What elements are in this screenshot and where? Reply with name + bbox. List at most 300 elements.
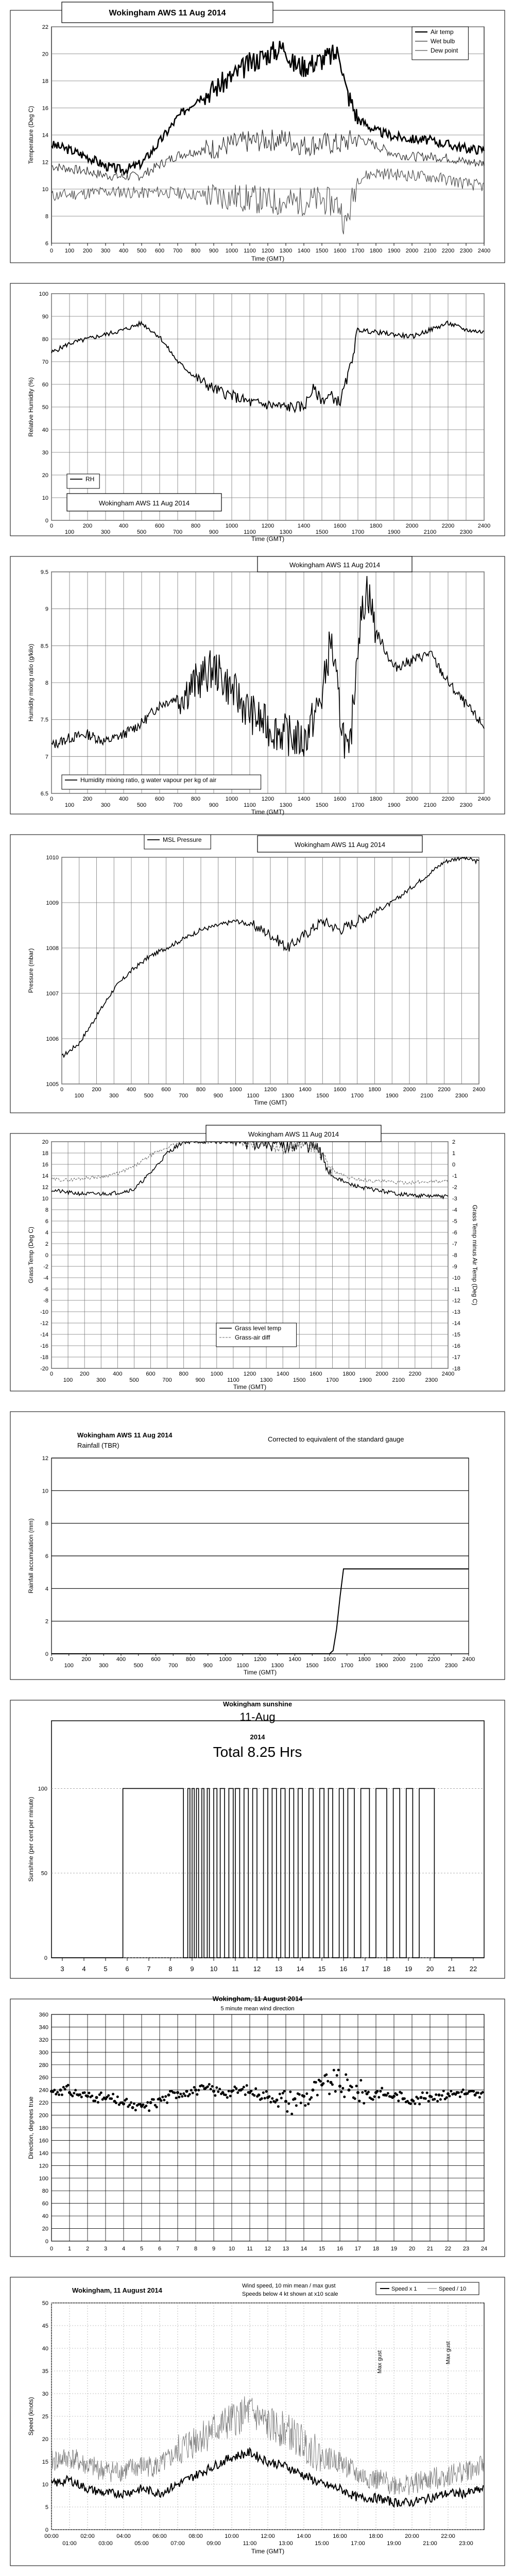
y-tick-label: 8.5 (40, 643, 48, 650)
wind-dir-point (228, 2090, 230, 2092)
y-tick-label: -20 (40, 1366, 48, 1372)
x-tick-label: 1800 (358, 1656, 371, 1663)
x-tick-label: 400 (118, 248, 129, 254)
wind-dir-point (74, 2089, 77, 2092)
x-tick-label: 22 (469, 1965, 477, 1973)
x-tick-label: 19 (390, 2246, 398, 2252)
wind-dir-point (414, 2103, 416, 2105)
wind-dir-point (305, 2092, 308, 2095)
mixing-ratio-panel (0, 546, 515, 824)
x-tick-label: 1000 (229, 1087, 242, 1093)
wind-dir-point (460, 2091, 463, 2093)
wind-dir-point (280, 2097, 283, 2099)
wind-dir-point (276, 2098, 279, 2102)
wind-dir-point (254, 2087, 257, 2090)
x-tick-label: 2100 (423, 529, 437, 535)
wind-dir-point (381, 2087, 383, 2090)
x-tick-label: 1800 (368, 1087, 381, 1093)
chart-title: Wokingham AWS 11 Aug 2014 (77, 1431, 173, 1439)
wind-dir-point (412, 2100, 415, 2103)
wind-dir-point (268, 2095, 270, 2098)
x-tick-label: 800 (191, 248, 201, 254)
x-tick-label: 600 (161, 1087, 171, 1093)
x-tick-label: 21 (426, 2246, 434, 2252)
y-tick-label: 12 (42, 1184, 48, 1191)
y-tick-label: 9 (45, 606, 48, 613)
wind-dir-point (316, 2094, 319, 2096)
y-tick-label: 18 (42, 78, 48, 84)
wind-dir-point (338, 2084, 341, 2088)
wind-dir-point (337, 2069, 340, 2071)
x-tick-label: 1700 (351, 802, 365, 808)
x-tick-label: 13:00 (279, 2540, 293, 2547)
x-tick-label: 2100 (410, 1663, 423, 1669)
x-tick-label: 1500 (293, 1377, 306, 1383)
y-tick-label: 1009 (46, 900, 59, 906)
wind-dir-point (202, 2085, 204, 2088)
wind-dir-point (94, 2099, 96, 2102)
wind-dir-point (269, 2101, 272, 2104)
x-tick-label: 1000 (225, 248, 238, 254)
wind-dir-point (226, 2096, 229, 2099)
wind-dir-point (478, 2096, 481, 2098)
x-tick-label: 200 (92, 1087, 101, 1093)
x-tick-label: 22 (444, 2246, 452, 2252)
humidity-panel (0, 273, 515, 546)
x-tick-label: 100 (64, 248, 75, 254)
wind-dir-point (194, 2089, 197, 2092)
y-tick-label: -2 (43, 1264, 48, 1270)
wind-dir-point (294, 2097, 297, 2100)
x-tick-label: 1700 (351, 1093, 364, 1099)
x-tick-label: 700 (162, 1377, 172, 1383)
x-tick-label: 2100 (392, 1377, 405, 1383)
wind-dir-point (418, 2103, 421, 2106)
x-tick-label: 1200 (264, 1087, 277, 1093)
wind-dir-point (156, 2106, 158, 2108)
x-tick-label: 1800 (342, 1371, 355, 1377)
chart-title: Wokingham, 11 August 2014 (212, 1995, 303, 2003)
wind-dir-point (279, 2093, 281, 2095)
wind-dir-point (333, 2069, 335, 2072)
y-tick-label: 15 (42, 2459, 48, 2465)
y-axis-label: Temperature (Deg C) (27, 106, 35, 164)
x-tick-label: 20 (408, 2246, 416, 2252)
x-tick-label: 300 (100, 529, 111, 535)
x-tick-label: 4 (122, 2246, 126, 2252)
x-tick-label: 1300 (279, 529, 293, 535)
wind-dir-point (53, 2089, 56, 2091)
y-tick-label: 100 (39, 291, 48, 297)
wind-dir-point (122, 2103, 125, 2106)
x-tick-label: 1000 (219, 1656, 232, 1663)
x-tick-label: 500 (136, 248, 147, 254)
chart-title: Wokingham, 11 August 2014 (72, 2286, 162, 2294)
y2-tick-label: -12 (452, 1298, 460, 1304)
x-tick-label: 7 (147, 1965, 151, 1973)
x-tick-label: 1800 (369, 796, 383, 802)
y-tick-label: 0 (45, 2527, 48, 2533)
y-tick-label: 12 (42, 1455, 48, 1462)
wind-dir-point (343, 2096, 346, 2098)
x-tick-label: 1400 (297, 523, 311, 529)
x-tick-label: 11:00 (243, 2540, 257, 2547)
x-tick-label: 100 (74, 1093, 84, 1099)
x-tick-label: 2000 (375, 1371, 388, 1377)
wind-dir-point (307, 2103, 310, 2105)
wind-direction-panel (0, 1989, 515, 2267)
wind-dir-point (351, 2086, 353, 2089)
x-tick-label: 0 (49, 796, 54, 802)
y-tick-label: 120 (39, 2163, 48, 2170)
wind-dir-point (112, 2093, 114, 2095)
wind-dir-point (302, 2095, 305, 2098)
wind-dir-point (166, 2102, 168, 2104)
wind-dir-point (160, 2099, 162, 2102)
wind-dir-point (298, 2093, 301, 2096)
y-tick-label: 60 (42, 382, 48, 388)
wind-dir-point (250, 2090, 252, 2092)
x-tick-label: 1 (67, 2246, 72, 2252)
wind-dir-point (56, 2091, 59, 2094)
wind-dir-point (392, 2095, 396, 2098)
wind-dir-point (236, 2091, 239, 2094)
x-tick-label: 200 (82, 523, 93, 529)
x-tick-label: 18 (372, 2246, 380, 2252)
wind-dir-point (289, 2091, 291, 2093)
x-tick-label: 15:00 (315, 2540, 329, 2547)
x-tick-label: 12 (253, 1965, 261, 1973)
wind-dir-point (73, 2092, 75, 2094)
wind-dir-point (345, 2073, 347, 2076)
x-tick-label: 1500 (306, 1663, 319, 1669)
wind-dir-point (377, 2096, 380, 2098)
x-tick-label: 17 (361, 1965, 369, 1973)
wind-dir-point (420, 2096, 423, 2099)
x-tick-label: 16:00 (333, 2533, 347, 2539)
wind-dir-point (445, 2096, 448, 2099)
x-tick-label: 2200 (408, 1371, 422, 1377)
wind-dir-point (334, 2090, 337, 2093)
x-tick-label: 600 (154, 523, 165, 529)
wind-dir-point (328, 2093, 331, 2095)
wind-dir-point (163, 2099, 165, 2102)
wind-dir-point (188, 2093, 191, 2096)
x-tick-label: 1200 (261, 796, 274, 802)
x-tick-label: 700 (168, 1663, 178, 1669)
x-tick-label: 12 (264, 2246, 271, 2252)
wind-dir-point (426, 2092, 428, 2094)
wind-dir-point (128, 2104, 131, 2106)
x-tick-label: 2200 (441, 248, 455, 254)
x-tick-label: 2400 (477, 523, 491, 529)
wind-dir-point (336, 2074, 338, 2077)
chart-title: Wokingham AWS 11 Aug 2014 (98, 499, 190, 507)
y-tick-label: 80 (42, 336, 48, 343)
x-tick-label: 500 (144, 1093, 153, 1099)
x-tick-label: 2000 (392, 1656, 406, 1663)
chart-title: Wokingham AWS 11 Aug 2014 (294, 841, 386, 849)
rainfall-panel (0, 1401, 515, 1690)
x-tick-label: 700 (173, 248, 183, 254)
wind-dir-point (130, 2102, 132, 2104)
y-tick-label: 8 (45, 1520, 48, 1527)
x-axis-label: Time (GMT) (253, 1099, 287, 1106)
x-tick-label: 14:00 (297, 2533, 311, 2539)
wind-dir-point (210, 2088, 212, 2091)
grass-temp-panel (0, 1123, 515, 1401)
wind-dir-point (290, 2113, 293, 2115)
x-tick-label: 0 (49, 248, 54, 254)
y-tick-label: 14 (42, 132, 48, 139)
wind-dir-point (232, 2089, 234, 2092)
pressure-panel (0, 824, 515, 1123)
y-tick-label: -18 (40, 1354, 48, 1361)
x-tick-label: 3 (60, 1965, 64, 1973)
wind-dir-point (208, 2083, 211, 2086)
wind-speed-chart (0, 2267, 515, 2576)
legend-label: MSL Pressure (163, 836, 202, 843)
x-tick-label: 100 (64, 1663, 74, 1669)
wind-dir-point (61, 2094, 63, 2096)
wind-dir-point (174, 2092, 176, 2094)
x-tick-label: 1000 (225, 796, 238, 802)
wind-dir-point (161, 2096, 164, 2098)
x-tick-label: 2 (85, 2246, 90, 2252)
y-tick-label: 1007 (46, 991, 59, 997)
wind-dir-point (367, 2091, 370, 2093)
y2-tick-label: -7 (452, 1241, 457, 1247)
x-tick-label: 3 (104, 2246, 108, 2252)
wind-dir-point (340, 2091, 342, 2093)
wind-dir-point (62, 2086, 65, 2089)
y-axis-label: Relative Humidity (%) (27, 377, 35, 437)
wind-dir-point (80, 2096, 83, 2098)
x-tick-label: 1500 (315, 802, 329, 808)
wind-dir-point (97, 2101, 99, 2104)
y-tick-label: 220 (39, 2100, 48, 2107)
x-tick-label: 900 (213, 1093, 223, 1099)
x-tick-label: 4 (82, 1965, 86, 1973)
wind-dir-point (164, 2095, 167, 2098)
x-tick-label: 500 (129, 1377, 139, 1383)
x-tick-label: 600 (154, 248, 165, 254)
x-tick-label: 2400 (472, 1087, 486, 1093)
x-tick-label: 8 (168, 1965, 173, 1973)
x-tick-label: 1400 (299, 1087, 312, 1093)
y-tick-label: 1008 (46, 945, 59, 952)
y-tick-label: 260 (39, 2075, 48, 2081)
wind-dir-point (312, 2089, 315, 2092)
wind-dir-point (133, 2103, 135, 2105)
y-axis-label: Humidity mixing ratio (g/kilo) (27, 643, 35, 722)
x-tick-label: 100 (63, 1377, 73, 1383)
y-tick-label: 10 (42, 2482, 48, 2488)
sunshine-panel (0, 1690, 515, 1989)
y-tick-label: -16 (40, 1343, 48, 1349)
mixing-ratio-chart (0, 546, 515, 824)
legend-label: RH (85, 476, 95, 483)
x-tick-label: 1100 (244, 529, 256, 535)
wind-dir-point (243, 2086, 245, 2089)
wind-dir-point (295, 2104, 298, 2107)
wind-dir-point (64, 2088, 66, 2091)
x-tick-label: 04:00 (116, 2533, 131, 2539)
x-tick-label: 400 (118, 523, 129, 529)
wind-dir-point (376, 2090, 379, 2093)
y-axis-label: Sunshine (per cent per minute) (27, 1797, 35, 1882)
x-tick-label: 10:00 (225, 2533, 239, 2539)
x-axis-label: Time (GMT) (251, 2548, 285, 2555)
x-tick-label: 900 (209, 802, 219, 808)
wind-dir-point (331, 2083, 334, 2086)
x-tick-label: 13 (274, 1965, 283, 1973)
wind-dir-point (192, 2092, 194, 2094)
y-tick-label: 10 (42, 1196, 48, 1202)
y2-tick-label: -14 (452, 1320, 460, 1327)
x-tick-label: 20 (426, 1965, 434, 1973)
x-tick-label: 2200 (441, 796, 455, 802)
wind-dir-point (310, 2096, 313, 2099)
wind-dir-point (373, 2095, 376, 2098)
x-tick-label: 1700 (351, 248, 365, 254)
wind-dir-point (148, 2109, 150, 2112)
wind-dir-point (436, 2100, 439, 2103)
wind-dir-point (356, 2091, 359, 2094)
legend-label: Grass level temp (235, 1325, 282, 1332)
wind-dir-point (253, 2094, 255, 2097)
legend-label: Speed / 10 (439, 2286, 467, 2292)
wind-direction-chart (0, 1989, 515, 2267)
y-tick-label: 20 (42, 1139, 48, 1145)
wind-dir-point (146, 2101, 149, 2104)
x-tick-label: 1900 (359, 1377, 372, 1383)
x-tick-label: 2100 (420, 1093, 433, 1099)
x-tick-label: 2300 (425, 1377, 438, 1383)
y-tick-label: 0 (45, 1651, 48, 1657)
x-tick-label: 200 (81, 1656, 91, 1663)
wind-dir-point (346, 2078, 349, 2081)
x-tick-label: 700 (173, 529, 183, 535)
y2-tick-label: -2 (452, 1184, 457, 1191)
wind-dir-point (385, 2094, 388, 2097)
wind-dir-point (354, 2097, 356, 2100)
wind-dir-point (149, 2101, 152, 2104)
y-tick-label: 35 (42, 2368, 48, 2375)
x-tick-label: 1300 (279, 802, 293, 808)
chart-subtitle: 5 minute mean wind direction (220, 2006, 295, 2012)
x-tick-label: 1400 (276, 1371, 289, 1377)
x-tick-label: 1900 (375, 1663, 388, 1669)
temperature-chart (0, 0, 515, 273)
y-tick-label: 360 (39, 2012, 48, 2018)
y-tick-label: 160 (39, 2138, 48, 2144)
y-tick-label: 300 (39, 2049, 48, 2056)
wind-dir-point (435, 2093, 437, 2096)
y-tick-label: 16 (42, 1162, 48, 1168)
x-tick-label: 1400 (297, 796, 311, 802)
x-tick-label: 1000 (210, 1371, 224, 1377)
x-tick-label: 600 (154, 796, 165, 802)
wind-dir-point (424, 2097, 427, 2100)
x-tick-label: 1200 (261, 523, 274, 529)
x-tick-label: 7 (176, 2246, 180, 2252)
x-axis-label: Time (GMT) (251, 535, 285, 543)
wind-dir-point (145, 2105, 147, 2107)
wind-dir-point (185, 2090, 188, 2093)
wind-dir-point (397, 2099, 400, 2102)
wind-dir-point (379, 2090, 382, 2093)
x-tick-label: 0 (49, 2246, 54, 2252)
y-tick-label: 0 (45, 518, 48, 524)
wind-dir-point (264, 2097, 266, 2099)
wind-dir-point (91, 2095, 93, 2097)
y-tick-label: 1010 (46, 855, 59, 861)
x-tick-label: 900 (209, 248, 219, 254)
y-tick-label: 45 (42, 2323, 48, 2329)
x-tick-label: 2000 (405, 248, 419, 254)
y-tick-label: 16 (42, 105, 48, 112)
legend-label: Dew point (431, 47, 458, 54)
y-tick-label: -14 (40, 1332, 48, 1338)
x-tick-label: 900 (203, 1663, 213, 1669)
wind-dir-point (95, 2096, 98, 2099)
y-tick-label: 100 (38, 1786, 47, 1792)
wind-dir-point (277, 2105, 280, 2108)
y-axis-label: Grass Temp (Deg C) (27, 1227, 35, 1283)
y-tick-label: -4 (43, 1275, 48, 1281)
wind-dir-point (176, 2091, 179, 2094)
wind-dir-point (184, 2094, 186, 2097)
y-axis-label: Pressure (mbar) (27, 948, 35, 993)
x-tick-label: 2300 (459, 802, 473, 808)
x-tick-label: 1500 (316, 1093, 329, 1099)
wind-dir-point (430, 2095, 433, 2098)
wind-dir-point (207, 2086, 209, 2088)
x-tick-label: 1400 (297, 248, 311, 254)
wind-dir-point (182, 2092, 185, 2095)
x-tick-label: 1500 (315, 529, 329, 535)
x-tick-label: 0 (49, 523, 54, 529)
x-tick-label: 0 (60, 1087, 64, 1093)
y-tick-label: 20 (42, 472, 48, 479)
y2-tick-label: 2 (452, 1139, 456, 1145)
rainfall-chart (0, 1401, 515, 1690)
wind-dir-point (142, 2104, 144, 2106)
x-tick-label: 600 (146, 1371, 156, 1377)
y-tick-label: 8 (45, 213, 48, 220)
x-tick-label: 13 (282, 2246, 289, 2252)
y-tick-label: 0 (44, 1955, 47, 1961)
y-tick-label: 4 (45, 1586, 48, 1592)
x-tick-label: 800 (196, 1087, 206, 1093)
wind-dir-point (215, 2087, 218, 2089)
y2-tick-label: -15 (452, 1332, 460, 1338)
y-axis-label: Rainfall accumulation (mm) (27, 1518, 35, 1594)
y2-tick-label: -18 (452, 1366, 460, 1372)
chart-subtitle-2: Speeds below 4 kt shown at x10 scale (242, 2291, 338, 2297)
chart-title: Wokingham AWS 11 Aug 2014 (109, 9, 226, 18)
x-tick-label: 2300 (455, 1093, 468, 1099)
wind-dir-point (315, 2081, 317, 2083)
y2-tick-label: -5 (452, 1218, 457, 1225)
x-tick-label: 1200 (253, 1656, 267, 1663)
x-tick-label: 18 (383, 1965, 391, 1973)
x-tick-label: 08:00 (188, 2533, 203, 2539)
y2-tick-label: 1 (452, 1150, 456, 1157)
wind-dir-point (439, 2098, 442, 2101)
wind-dir-point (175, 2097, 178, 2099)
